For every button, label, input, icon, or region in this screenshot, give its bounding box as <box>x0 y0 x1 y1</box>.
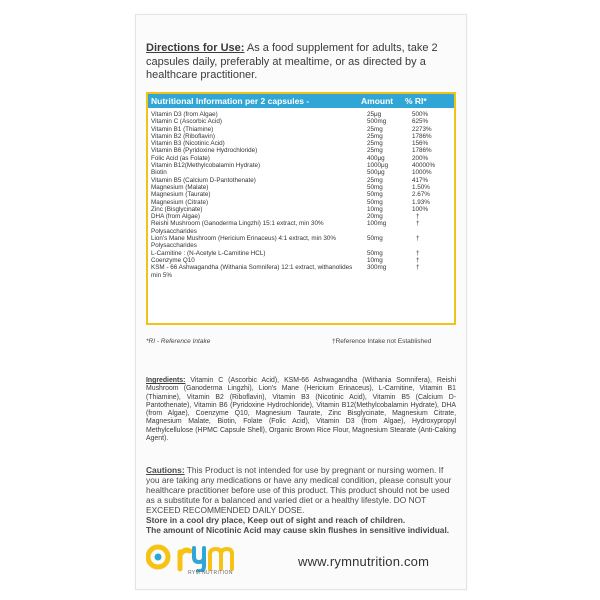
nutrient-name: Vitamin B5 (Calcium D-Pantothenate) <box>151 176 256 184</box>
nutrient-ri: † <box>416 256 420 264</box>
nutrient-name: Lion's Mane Mushroom (Hericium Erinaceus) 4:1 extract, min 30% Polysaccharides <box>151 235 336 250</box>
nutrient-amount: 50mg <box>367 198 383 206</box>
nutrient-amount: 50mg <box>367 249 383 257</box>
nutrient-name: L-Carnitine : (N-Acetyle L-Carnitine HCL) <box>151 249 266 257</box>
nutrition-table <box>146 92 456 325</box>
nutrition-header-title: Nutritional Information per 2 capsules - <box>151 96 310 106</box>
nutrient-amount: 10mg <box>367 256 383 264</box>
cautions-text: This Product is not intended for use by pregnant or nursing women. If you are taking any medications or have any medical condition, please consult your healthcare practitioner before use of this product. This product should not be used as a substitute for a balanced and varied diet or a healthy lifestyle. DO NOT EXCEED RECOMMENDED DAILY DOSE. <box>146 465 452 515</box>
ingredients-heading: Ingredients: <box>146 377 186 384</box>
nutrient-amount: 300mg <box>367 264 387 272</box>
nutrition-header-amount: Amount <box>361 96 394 106</box>
nutrient-amount: 25mg <box>367 125 383 133</box>
nutrient-name: Vitamin C (Ascorbic Acid) <box>151 118 222 126</box>
ingredients-text: Vitamin C (Ascorbic Acid), KSM-66 Ashwagandha (Withania Somnifera), Reishi Mushroom (Ganoderma Lingzhi), Lion's Mane (Hericium Erinaceus), L-Carnitine, Vitamin B1 (Thiamine), Vitamin B2 (Riboflavin), Vitamin B3 (Nicotinic Acid), Vitamin B5 (Calcium D-Pantothenate), Vitamin B6 (Pyridoxine Hydrochloride), Vitamin B12(Methylcobalamin Hydrate), DHA (from Algae), Coenzyme Q10, Magnesium Taurate, Zinc Bisglycinate, Magnesium Citrate, Magnesium Malate, Biotin, Folate (Folic Acid), Vitamin D3 (from Algae), Hydroxypropyl Methylcellulose (HPMC Capsule Shell), Organic Brown Rice Flour, Magnesium Stearate (Anti-Caking Agent). <box>146 377 456 443</box>
nutrient-ri: 1.50% <box>412 183 430 191</box>
nutrient-ri: 2273% <box>412 125 432 133</box>
nutrition-header-ri: % RI* <box>405 96 427 106</box>
nutrient-name: Vitamin B6 (Pyridoxine Hydrochloride) <box>151 147 258 155</box>
nutrient-name: Zinc (Bisglycinate) <box>151 205 203 213</box>
nutrition-table-header <box>148 94 454 108</box>
nutrient-name: Magnesium (Taurate) <box>151 191 211 199</box>
nutrient-ri: 100% <box>412 205 429 213</box>
nutrient-ri: † <box>416 264 420 272</box>
nutrient-row <box>148 147 454 154</box>
nutrient-name: DHA (from Algae) <box>151 213 200 221</box>
nutrient-amount: 50mg <box>367 235 383 243</box>
nutrient-ri: † <box>416 235 420 243</box>
ri-note: *RI - Reference Intake <box>146 338 211 345</box>
nutrient-row <box>148 133 454 140</box>
nutrient-row <box>148 235 454 250</box>
ingredients <box>146 377 456 443</box>
nutrition-table-rows <box>148 108 454 279</box>
nutrient-name: Magnesium (Citrate) <box>151 198 209 206</box>
nutrient-name: Coenzyme Q10 <box>151 256 195 264</box>
nutrient-name: Folic Acid (as Folate) <box>151 154 210 162</box>
nutrient-amount: 500mg <box>367 118 387 126</box>
nutrient-row <box>148 250 454 257</box>
nutrient-row <box>148 199 454 206</box>
nutrient-ri: 500% <box>412 111 429 118</box>
nutrient-amount: 25mg <box>367 132 383 140</box>
nutrient-row <box>148 118 454 125</box>
brand-logo <box>146 542 238 580</box>
nutrient-name: Vitamin B1 (Thiamine) <box>151 125 214 133</box>
not-established-note: †Reference Intake not Established <box>332 338 432 345</box>
nutrient-amount: 25mg <box>367 176 383 184</box>
nutrient-ri: † <box>416 213 420 221</box>
nutrient-amount: 25μg <box>367 111 382 118</box>
nutrient-row <box>148 111 454 118</box>
nutrient-ri: 1786% <box>412 132 432 140</box>
nutrient-ri: † <box>416 249 420 257</box>
nutrient-row <box>148 257 454 264</box>
nutrient-amount: 1000μg <box>367 162 389 170</box>
nutrient-row <box>148 191 454 198</box>
nutrient-name: Vitamin B2 (Riboflavin) <box>151 132 215 140</box>
nutrient-amount: 50mg <box>367 183 383 191</box>
nicotinic-warning: The amount of Nicotinic Acid may cause skin flushes in sensitive individual. <box>146 525 450 535</box>
cautions-heading: Cautions: <box>146 465 185 475</box>
nutrient-ri: 625% <box>412 118 429 126</box>
nutrient-row <box>148 162 454 169</box>
nutrient-name: Vitamin B3 (Nicotinic Acid) <box>151 140 225 148</box>
nutrient-ri: † <box>416 220 420 228</box>
nutrient-row <box>148 126 454 133</box>
nutrient-amount: 100mg <box>367 220 387 228</box>
website-url: www.rymnutrition.com <box>298 554 430 569</box>
nutrient-name: Magnesium (Malate) <box>151 183 209 191</box>
cautions <box>146 465 456 535</box>
directions-for-use <box>146 42 458 83</box>
nutrient-row <box>148 169 454 176</box>
nutrient-name: Vitamin D3 (from Algae) <box>151 111 218 118</box>
nutrient-amount: 50mg <box>367 191 383 199</box>
nutrient-row <box>148 206 454 213</box>
nutrient-name: Biotin <box>151 169 167 177</box>
nutrient-row <box>148 213 454 220</box>
nutrient-ri: 1000% <box>412 169 432 177</box>
nutrient-ri: 200% <box>412 154 429 162</box>
nutrient-row <box>148 177 454 184</box>
nutrient-ri: 156% <box>412 140 429 148</box>
brand-name: RYM NUTRITION <box>188 570 233 576</box>
nutrient-ri: 2.67% <box>412 191 430 199</box>
nutrient-name: KSM - 66 Ashwagandha (Withania Somnifera) 12:1 extract, withanolides min 5% <box>151 264 353 279</box>
nutrient-amount: 20mg <box>367 213 383 221</box>
nutrient-ri: 417% <box>412 176 429 184</box>
directions-text: As a food supplement for adults, take 2 capsules daily, preferably at mealtime, or as directed by a healthcare practitioner. <box>146 42 438 81</box>
nutrient-ri: 40000% <box>412 162 436 170</box>
nutrient-name: Reishi Mushroom (Ganoderma Lingzhi) 15:1 extract, min 30% Polysaccharides <box>151 220 324 235</box>
nutrient-name: Vitamin B12(Methylcobalamin Hydrate) <box>151 162 261 170</box>
nutrient-row <box>148 264 454 279</box>
nutrient-amount: 10mg <box>367 205 383 213</box>
storage-text: Store in a cool dry place, Keep out of sight and reach of children. <box>146 515 406 525</box>
nutrient-ri: 1786% <box>412 147 432 155</box>
nutrient-amount: 500μg <box>367 169 385 177</box>
nutrient-row <box>148 140 454 147</box>
rym-logo-icon <box>146 542 238 572</box>
nutrient-row <box>148 220 454 235</box>
nutrient-ri: 1.93% <box>412 198 430 206</box>
nutrient-row <box>148 184 454 191</box>
nutrient-amount: 25mg <box>367 147 383 155</box>
nutrient-row <box>148 155 454 162</box>
nutrient-amount: 400μg <box>367 154 385 162</box>
directions-heading: Directions for Use: <box>146 42 245 54</box>
nutrient-amount: 25mg <box>367 140 383 148</box>
